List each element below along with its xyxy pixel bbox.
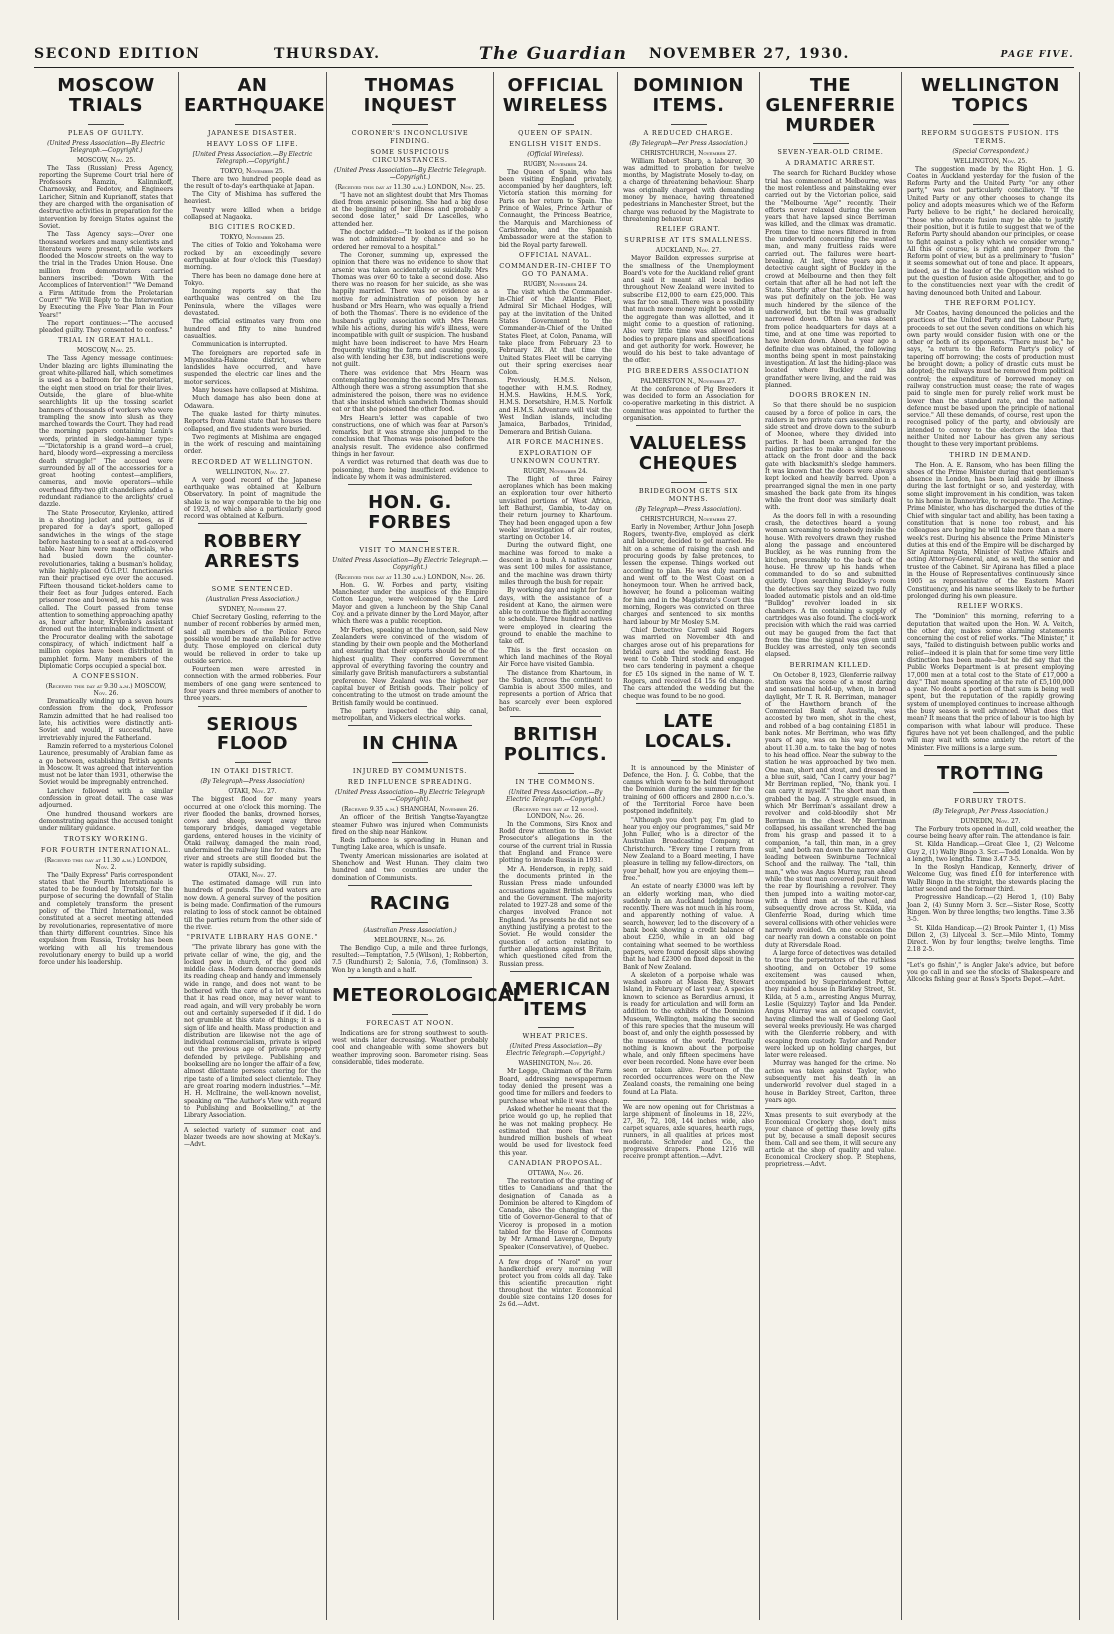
paragraph: During the outward flight, one machine was forced to make a descent in a bush. A native runner was sent 100 miles for assistance, and the machine was drawn thirty miles through the bush for repair. bbox=[499, 542, 612, 586]
paragraph: Fourteen men were arrested in connection with the armed robberies. Four members of one gang were sentenced to four years and three members of another to three years. bbox=[184, 666, 321, 703]
rule bbox=[392, 124, 428, 125]
credit-line: (United Press Association—By Electric Telegraph.—Copyright.) bbox=[506, 1043, 605, 1058]
headline: HON. G. FORBES bbox=[368, 492, 452, 533]
paragraph: Chief Detective Carroll said Rogers was married on November 4th and charges arose out of his preparations for bridal ours and the wedding feast. He went to Cobb Third stock and engaged two cars tendering in payment a cheque for £5 10s signed in the name of W. T. Rogers, and received £4 15s 6d change. The cars attended the wedding but the cheque was found to be no good. bbox=[623, 626, 754, 700]
paragraph: The estimated damage will run into hundreds of pounds. The flood waters are now down. A general survey of the position is being made. Confirmation of the rumours relating to loss of stock cannot be obtained till the parties return from the other side of the river. bbox=[184, 880, 321, 931]
page-number: PAGE FIVE. bbox=[1000, 50, 1074, 60]
advertisement: We are now opening out for Christmas a large shipment of linoleums in 18, 22½, 27, 36, 72, 108, 144 inches wide, also carpet squares, axle squares, hearth rugs, runners, in all qualities at prices most moderate. Schroder and Co., the progressive drapers. Phone 1216 will receive prompt attention.—Advt. bbox=[623, 1100, 754, 1160]
paragraph: Incoming reports say that the earthquake was centred on the Izu Peninsula, where the villages were devastated. bbox=[184, 288, 321, 318]
dateline: AUCKLAND, Nov. 27. bbox=[655, 247, 722, 255]
edition-label: SECOND EDITION bbox=[34, 46, 201, 62]
headline: BRITISH POLITICS. bbox=[503, 724, 608, 766]
paragraph: The report continues:—"The accused pleaded guilty. They consented to confess." bbox=[39, 319, 173, 335]
column-1 bbox=[34, 72, 179, 1620]
paragraph: Asked whether he meant that the price would go up, he replied that he was not making prophecy. He estimated that more than two hundred million bushels of wheat would be used for livestock feed this year. bbox=[499, 1105, 612, 1157]
paragraph: Communication is interrupted. bbox=[192, 341, 288, 349]
advertisement: Xmas presents to suit everybody at the Economical Crockery shop, don't miss your chance of getting these lovely gifts put by, because a small deposit secures them. Call and see them, it will secure any article at the shop of quality and value. Economical Crockery shop. P. Stephens, proprietress.—Advt. bbox=[765, 1108, 896, 1168]
credit-line: (By Telegraph, Per Press Association.) bbox=[932, 807, 1049, 815]
column-4 bbox=[494, 72, 618, 1620]
paragraph: Much damage has also been done at Odawara. bbox=[184, 395, 321, 410]
subheading: TRIAL IN GREAT HALL. bbox=[58, 336, 154, 345]
subheading: OFFICIAL NAVAL. bbox=[519, 250, 592, 259]
subheading: ENGLISH VISIT ENDS. bbox=[509, 139, 602, 148]
paragraph: Many houses have collapsed at Mishima. bbox=[192, 387, 319, 395]
dateline: (Received this day at 11.30 a.m.) LONDON, Nov. 2. bbox=[44, 856, 168, 871]
subheading: SEVEN-YEAR-OLD CRIME. bbox=[777, 148, 884, 157]
headline: RACING bbox=[369, 892, 451, 914]
subheading: A CONFESSION. bbox=[72, 672, 140, 681]
dateline: WELLINGTON, Nov. 27. bbox=[215, 468, 290, 476]
rule bbox=[538, 124, 574, 125]
headline: VALUELESS CHEQUES bbox=[629, 433, 748, 474]
subheading: REFORM SUGGESTS FUSION. ITS TERMS. bbox=[921, 128, 1060, 145]
paragraph: Previously, H.M.S. Nelson, together with H.M.S. Rodney, H.M.S. Hawkins, H.M.S. York, H.M.S. Dorsetshire, H.M.S. Norfolk and H.M.S. Adventure will visit the West Indian islands, including Jamaica, Barbados, Trinidad, Demerara and British Guiana. bbox=[499, 377, 612, 436]
dateline: (Received 9.35 a.m.) SHANGHAI, November 26. bbox=[341, 806, 479, 814]
newspaper-title: The Guardian bbox=[479, 44, 628, 64]
paragraph: Ramzin referred to a mysterious Colonel Laurence, presumably of Arabian fame as a go between, establishing British agents in Moscow. It was agreed that intervention must not be later than 1931, otherwise the Soviet would be impregnably entrenched. bbox=[39, 742, 173, 787]
dateline: OTAKI, Nov. 27. bbox=[228, 788, 277, 796]
paragraph: Mr Coates, having denounced the policies and the practices of the United Party and the Labour Party, proceeds to set out the seven conditions on which his own party would consider fusion with one or the other or both of its opponents. "There must be," he says, "a return to the Reform Party's policy of tapering off borrowing; the costs of production must be brought down; a policy of drastic cuts must be adopted; the railways must be removed from political control; the expenditure of borrowed money on railway construction must cease; the rate of wages paid to single men for purely relief work must be lower than the standard rate, and the national defence must be based upon the principle of national service." All these demands, of course, rest upon the recognised policy of the party, and obviously are intended to convey to the electors the idea that neither United nor Labour has given any serious thought to these very important problems. bbox=[907, 309, 1074, 449]
subheading: HEAVY LOSS OF LIFE. bbox=[206, 139, 299, 148]
paragraph: By working day and night for four days, with the assistance of a resident at Kano, the airmen were able to continue the flight according to schedule. Three hundred natives were employed in clearing the ground to enable the machine to take off. bbox=[499, 587, 612, 646]
headline: THE GLENFERRIE MURDER bbox=[765, 75, 896, 136]
headline: THOMAS INQUEST bbox=[363, 75, 457, 116]
subheading: FORBURY TROTS. bbox=[954, 796, 1027, 805]
masthead bbox=[34, 44, 1074, 68]
subheading: BERRIMAN KILLED. bbox=[789, 660, 872, 669]
rule bbox=[671, 482, 707, 483]
dateline: (Received this day at 12 noon). LONDON, Nov. 26. bbox=[512, 805, 599, 820]
paragraph: The Tass Agency message continues: Under blazing arc lights illuminating the great white-pillared hall, which sometimes is used as a ballroom for the proletariat, the eight men stood on trial for their lives. Outside, the glare of blue-white searchlights lit up the tossing scarlet banners of thousands of workers who were trampling the snow into slush as they marched towards the Court. They had read the morning papers containing Lenin's words, printed in sledge-hammer type:—"Dictatorship is a grand word—a cruel, hard, bloody word—expressing a merciless death struggle!" The accused were surrounded by all of the accessories for a great hooting contest—amplifiers, cameras, and movie operators—while overhead fifty-two gilt chandeliers added a redundant radiance to the arclights' cruel dazzle. bbox=[39, 355, 173, 509]
dateline: MELBOURNE, Nov. 26. bbox=[374, 936, 446, 944]
rule bbox=[924, 755, 1058, 756]
column-7 bbox=[902, 72, 1080, 1620]
subheading: DOORS BROKEN IN. bbox=[789, 391, 872, 400]
paragraph: Progressive Handicap.—(2) Herod 1, (10) Baby Joan 2, (4) Sunny Morn 3. Scr.—Sister Rose, Scotty Ringen. Won by three lengths; two lengths. Time 3.36 3-5. bbox=[907, 894, 1074, 924]
paragraph: The State Prosecutor, Krylenko, attired in a shooting jacket and puttees, as if prepared for a day's sport, galloped sandwiches in the wings of the stage before hastening to a seat at a red-covered table. Near him were many officials, who had busied down the counter-revolutionaries, taking a busman's holiday, while highly-placed O.G.P.U. functionaries ran their practised eye over the accused. Fifteen thousand ticket-holders came to their feet as four Judges entered. Each prisoner rose and bowed, as his name was called. The Court passed from tense attention to something approaching apathy as, hour after hour, Krylenko's assistant droned out the interminable indictment of the Procurator dealing with the sabotage conspiracy, of which indictment half a million copies have been distributed in pamphlet form. Many members of the Diplomatic Corps occupied a special box. bbox=[39, 509, 174, 670]
paragraph: An estate of nearly £3000 was left by an elderly working man, who died suddenly in an Auckland lodging house recently. There was not much in his room, and apparently nothing of value. A search, however, led to the discovery of a bank book showing a credit balance of about £250, while in an old bag containing what seemed to be worthless papers, were found deposit slips showing that he had £2300 on fixed deposit in the Bank of New Zealand. bbox=[623, 883, 754, 971]
dateline: CHRISTCHURCH, November 27. bbox=[640, 149, 737, 157]
subheading: WHEAT PRICES. bbox=[522, 1032, 589, 1041]
paragraph: The Coroner, summing up, expressed the opinion that there was no evidence to show that arsenic was taken accidentally or suicidally. Mrs Thomas was over 60 to take a second dose. Also there was no reason for her suicide, as she was happily married. There was no evidence as a motive for administration of poison by her husband or Mrs Hearn, who was equally a friend of both the Thomas'. There is no evidence of the husband's guilty association with Mrs Hearn while his actions, during his wife's illness, were incompatible with guilt or suspicion. The husband might have been indiscreet to have Mrs Hearn frequently visiting the farm and causing gossip, also with lending her £38, but indiscretions were not guilt. bbox=[332, 251, 488, 369]
rule bbox=[636, 425, 741, 426]
paragraph: The visit which the Commander-in-Chief of the Atlantic Fleet, Admiral Sir Michael Hodges, will pay at the invitation of the United States Government to the Commander-in-Chief of the United States Fleet, at Colon, Panama, will take place from February 23 to February 28. At that time the United States Fleet will be carrying out their spring exercises near Colon. bbox=[499, 288, 612, 377]
paragraph: Mr Legge, Chairman of the Farm Board, addressing newspapermen today denied the present was a good time for millers and feeders to purchase wheat while it was cheap. bbox=[499, 1068, 612, 1105]
rule bbox=[392, 762, 428, 763]
subheading: TROTSKY WORKING. bbox=[63, 834, 149, 843]
paragraph: In the Roslyn Handicap, Kennerly, driver of Welcome Guy, was fined £10 for interference with Wally Bingo in the straight, the stewards placing the latter second and the former third. bbox=[907, 864, 1074, 894]
paragraph: The City of Mishima has suffered the heaviest. bbox=[184, 191, 321, 206]
subheading: VISIT TO MANCHESTER. bbox=[359, 545, 461, 554]
rule bbox=[348, 885, 473, 886]
dateline: RUGBY, November 24. bbox=[523, 160, 588, 168]
paragraph: The quake lasted for thirty minutes. Reports from Atami state that houses there collapsed, and five students were buried. bbox=[184, 410, 321, 433]
rule bbox=[348, 484, 473, 485]
rule bbox=[392, 922, 428, 923]
dateline: WELLINGTON, Nov. 25. bbox=[953, 157, 1028, 165]
paragraph: Twenty American missionaries are isolated at Shenchow and West Hunan. They claim two hundred and two counties are under the domination of Communists. bbox=[332, 852, 488, 882]
paragraph: The Tass (Russian) Press Agency, reporting the Supreme Court trial here of Professors Ramzin, Kalinnikoff, Charnovsky, and Fedotov, and Engineers Laricher, Sitnin and Kuprianoff, states that they are charged with the organisation of destructive activities in preparation for the intervention by foreign States against the Soviet. bbox=[39, 164, 173, 230]
dateline: CHRISTCHURCH, November 27. bbox=[640, 515, 737, 523]
paragraph: The party inspected the ship canal, metropolitan, and Vickers electrical works. bbox=[332, 707, 488, 723]
paragraph: The Bendigo Cup, a mile and three furlongs, resulted:—Temptation, 7.5 (Wilson), 1; Robberton, 7.5 (Rundhurst) 2; Salonia, 7.6, (Tomlinson) 3. Won by a length and a half. bbox=[332, 944, 488, 974]
dateline: MOSCOW, Nov. 25. bbox=[76, 156, 136, 164]
rule bbox=[973, 124, 1009, 125]
paragraph: On October 8, 1923, Glenferrie railway station was the scene of a most daring and sensational hold-up, when, in broad daylight, Mr T. R. R. Berriman, manager of the Hawthorn branch of the Commercial Bank of Australia, was accosted by two men, shot in the chest, and robbed of a bag containing £1851 in bank notes. Mr Berriman, who was fifty years of age, was on his way to town about 11.30 a.m. to take the bag of notes to his head office. Near the subway to the station he was approached by two men. One man, short and stout, and dressed in a blue suit, said, "Can I carry your bag?" Mr Berriman replied, "No, thank you. I can carry it myself." The short man then grabbed the bag. A struggle ensued, in which Mr Berriman's assailant drew a revolver and cold-bloodily shot Mr Berriman in the chest. Mr Berriman collapsed, his assailant wrenched the bag from his grasp and passed it to a companion, "a tall, thin man, in a grey suit," and both ran down the narrow alley leading between Swinburne Technical School and the railway. The "tall, thin man," who was Angus Murray, ran ahead while the stout man covered pursuit from the rear by flourishing a revolver. They then jumped into a waiting motor-car, with a third man at the wheel, and subsequently drove across St. Kilda, via Glenferrie Road, during which time several collisions with other vehicles were narrowly avoided. On one occasion the car nearly ran down a constable on point duty at Riversdale Road. bbox=[765, 671, 897, 949]
paragraph: Hon. G. W. Forbes and party, visiting Manchester under the auspices of the Empire Cotton League, were welcomed by the Lord Mayor and given a luncheon by the Ship Canal Coy. and a private dinner by the Lord Mayor, after which there was a public reception. bbox=[332, 581, 488, 626]
paragraph: The Forbury trots opened in dull, cold weather, the course being heavy after rain. The attendance is fair. bbox=[907, 825, 1074, 840]
subheading: BIG CITIES ROCKED. bbox=[209, 223, 296, 232]
headline: TROTTING bbox=[937, 762, 1044, 784]
paragraph: A large force of detectives was detailed to trace the perpetrators of the ruthless shooting, and on October 19 some excitement was caused when, accompanied by Superintendent Potter, they raided a house in Barkley Street, St. Kilda, at 5 a.m., arresting Angus Murray, Leslie (Squizzy) Taylor and Ida Pender. Angus Murray was an escaped convict, having climbed the wall of Geelong Gaol several weeks previously. He was charged with the Glenferrie robbery, and with escaping from custody. Taylor and Pender were locked up on holding charges, but later were released. bbox=[765, 949, 896, 1060]
rule bbox=[392, 541, 428, 542]
paragraph: The flight of three Fairey aeroplanes which has been making an exploration tour over hitherto unvisited portions of West Africa, left Bathurst, Gambia, to-day on their return journey to Khartoum. They had been engaged upon a few weeks' investigation of air routes, starting on October 14. bbox=[499, 475, 612, 542]
subheading: JAPANESE DISASTER. bbox=[207, 128, 298, 137]
rule bbox=[198, 523, 308, 524]
advertisement: A few drops of "Narol" on your handkerchief every morning will protect you from colds all day. Take this scientific precaution right throughout the winter. Economical double size contains 120 doses for 2s 6d.—Advt. bbox=[499, 1255, 612, 1308]
dateline: TOKYO, November 25. bbox=[220, 167, 285, 175]
paragraph: The Hon. A. E. Ransom, who has been filling the shoes of the Prime Minister during that gentleman's absence in London, has been laid aside by illness during the last fortnight or so, and yesterday, with some slight improvement in his condition, was taken to his home in Dannevirke, to recuperate. The Acting-Prime Minister, who has discharged the duties of the Chief with singular tact and ability, has been taxing a constitution that is none too robust, and his colleagues are hoping he will take more than a mere week's rest. During his absence the Prime Minister's duties at this end of the Empire will be discharged by Sir Apirana Ngata, Minister of Native Affairs and acting Attorney-General, and, as well, the senior and trustee of the Cabinet. Sir Apirana has filled a place in the House of Representatives continuously since 1905 as representative of the Eastern Maori Constituency, and his name seems likely to be further prolonged during his own pleasure. bbox=[907, 461, 1074, 600]
advertisement: A selected variety of summer coat and blazer tweeds are now showing at McKay's.—Advt. bbox=[184, 1123, 321, 1148]
subheading: EXPLORATION OF UNKNOWN COUNTRY. bbox=[510, 448, 601, 465]
headline: WELLINGTON TOPICS bbox=[921, 75, 1060, 116]
rule bbox=[392, 1014, 428, 1015]
paragraph: At the conference of Pig Breeders it was decided to form an Association for co-operative marketing in this district. A committee was appointed to further the organisation. bbox=[623, 385, 754, 422]
paragraph: So that there should be no suspicion caused by a force of police in cars, the raiders in two private cars assembled in a side street and drove down to the suburb of Moonee, where they divided into parties. It had been arranged for the raiding parties to make a simultaneous attack on the front door and the back gate with blacksmith's sledge hammers. It was known that the doors were always kept locked and heavily barred. Upon a prearranged signal the men in one party smashed the back gate from its hinges while the front door was similarly dealt with. bbox=[765, 402, 896, 512]
dateline: DUNEDIN, Nov. 27. bbox=[960, 817, 1021, 825]
paragraph: "Although you don't pay, I'm glad to hear you enjoy our programmes," said Mr John Fuller, who is a director of the Australian Broadcasting Company, at Christchurch. "Every time I return from New Zealand to a Board meeting, I have pleasure in telling my fellow-directors, on your behalf, how you are enjoying them—free." bbox=[623, 816, 754, 882]
dateline: OTAKI, Nov. 27. bbox=[228, 872, 277, 880]
headline: MOSCOW TRIALS bbox=[57, 75, 155, 116]
credit-line: (United Press Association—By Electric Telegraph—Copyright). bbox=[334, 789, 486, 804]
subheading: IN OTAKI DISTRICT. bbox=[211, 767, 294, 776]
rule bbox=[636, 703, 741, 704]
paragraph: There was evidence that Mrs Hearn was contemplating becoming the second Mrs Thomas. Although there was a strong assumption that she administered the poison, there was no evidence that she insisted which sandwich Thomas should eat or that she poisoned the other food. bbox=[332, 369, 488, 414]
date-label: NOVEMBER 27, 1930. bbox=[649, 46, 850, 62]
credit-line: (United Press Association—By Electric Telegraph.—Copyright.) bbox=[333, 166, 486, 181]
subheading: A DRAMATIC ARREST. bbox=[785, 159, 876, 168]
dateline: (Received this day at 11.30 a.m.) LONDON, Nov. 26. bbox=[335, 573, 485, 581]
subheading: RED INFLUENCE SPREADING. bbox=[347, 778, 473, 787]
paragraph: St. Kilda Handicap.—(2) Brook Painter 1, (1) Miss Dillon 2, (3) Lilyceal 3. Scr.—Milo Minto, Tommy Direct. Won by four lengths; twelve lengths. Time 2.18 2-5. bbox=[907, 924, 1074, 954]
subheading: PIG BREEDERS ASSOCIATION bbox=[627, 366, 750, 375]
rule bbox=[671, 760, 707, 761]
paragraph: A skeleton of a porpoise whale was washed ashore at Mason Bay, Stewart Island, in February of last year. A species known to science as Berardius arnuxi, it is ready for articulation and will form an addition to the exhibits of the Dominion Museum, Wellington, making the second of this rare species that the museum will boast of, and only the eighth possessed by the museums of the world. Practically nothing is known about the porpoise whale, and only fifteen specimens have ever been recorded. None have ever been seen or taken alive. Fourteen of the recorded occurrences were on the New Zealand coasts, the remaining one being found at La Plata. bbox=[623, 971, 754, 1096]
credit-line: (United Press Association.—By Electric Telegraph.—Copyright.) bbox=[506, 788, 605, 803]
credit-line: (By Telegraph—Press Association) bbox=[200, 778, 305, 786]
day-label: THURSDAY. bbox=[274, 46, 381, 62]
rule bbox=[348, 725, 473, 726]
rule bbox=[973, 792, 1009, 793]
rule bbox=[235, 124, 271, 125]
credit-line: (Special Correspondent.) bbox=[952, 147, 1029, 155]
paragraph: "The private library has gone with the private cellar of wine, the gig, and the locked pew in church, of the good old middle class. Modern democracy demands its reading cheap and handy and immensely wide in range, and does not want to be bothered with the care of a lot of volumes that it has read once, may never want to read again, and will very probably be worn out and certainly superseded if it did. I do not grumble at this state of things; it is a sign of life and health. Mass production and distribution are likewise not the age of individual commercialism, private is wiped out the previous age of private property defended by privilege. Publishing and bookselling are no longer the affair of a few, almost dilettante persons catering for the ripe taste of a limited select clientele. They are great roaring modern industries."—Mr. H. H. McIlraine, the well-known novelist, speaking on "The Author's View with regard to Publishing and Bookselling," at the Library Association. bbox=[184, 944, 321, 1120]
credit-line: United Press Association—By Electric Telegraph.—Copyright.) bbox=[332, 556, 488, 571]
paragraph: St. Kilda Handicap.—Great Glee 1, (2) Welcome Guy 2, (1) Wally Bingo 3. Scr.—Todd Lonalda. Won by a length, two lengths. Time 3.47 3-5. bbox=[907, 841, 1074, 863]
subheading: AIR FORCE MACHINES. bbox=[506, 437, 605, 446]
subheading: RELIEF GRANT. bbox=[656, 225, 721, 234]
paragraph: Mayor Baildon expresses surprise at the smallness of the Unemployment Board's vote for the Auckland relief grant and said it meant all local bodies throughout New Zealand were invited to subscribe £12,000 to earn £25,000. This was far too small. There was a possibility that much more money might be voted in the aggregate than was allotted, and it might come to a question of rationing. Also very little time was allowed local bodies to prepare plans and specifications and get authority for work. However, he would do his best to take advantage of the offer. bbox=[623, 255, 754, 365]
subheading: THIRD IN DEMAND. bbox=[949, 450, 1032, 459]
subheading: CORONER'S INCONCLUSIVE FINDING. bbox=[351, 128, 469, 145]
subheading: COMMANDER-IN-CHIEF TO GO TO PANAMA. bbox=[499, 261, 612, 278]
rule bbox=[235, 580, 271, 581]
rule bbox=[510, 716, 600, 717]
paragraph: The "Daily Express" Paris correspondent states that the Fourth Internationale is stated to be founded by Trotsky, for the purpose of securing the downfall of Stalin and completely transform the present policy of the Third International, was constituted at a secret meeting attended by revolutionaries, representative of more than thirty different countries. Since his expulsion from Russia, Trotsky has been working with all his tremendous revolutionary energy to build up a world force under his leadership. bbox=[39, 871, 173, 967]
headline: DOMINION ITEMS. bbox=[633, 75, 744, 116]
dateline: (Received this day at 11.30 a.m.) LONDON, Nov. 25. bbox=[335, 183, 485, 191]
paragraph: The Queen of Spain, who has been visiting England privately, accompanied by her daughters, left Victoria station this morning for Paris on her return to Spain. The Prince of Wales, Prince Arthur of Connaught, the Princess Beatrice, the Marquis and Marchioness of Carisbrooke, and the Spanish Ambassador were at the station to bid the Royal party farewell. bbox=[499, 168, 612, 249]
paragraph: As the doors fell in with a resounding crash, the detectives heard a young woman screaming to somebody inside the house. With revolvers drawn they rushed along the passage and encountered Buckley, as he was running from the kitchen, presumably to the back of the house. He threw up his hands when commanded to do so and submitted quietly. Upon searching Buckley's room the detectives say they seized two fully loaded automatic pistols and an old-time "Bulldog" revolver loaded in six chambers. A tin containing a supply of cartridges was also found. The clock-work precision with which the raid was carried out may be gauged from the fact that from the time the signal was given until Buckley was arrested, only ten seconds elapsed. bbox=[765, 512, 896, 659]
paragraph: A very good record of the Japanese earthquake was obtained at Kelburn Observatory. In point of magnitude the shake is no way comparable to the big one of 1923, of which also a particularly good record was obtained at Kelburn. bbox=[184, 476, 321, 521]
headline: OFFICIAL WIRELESS bbox=[502, 75, 609, 116]
paragraph: Twenty were killed when a bridge collapsed at Nagaoka. bbox=[184, 206, 321, 222]
paragraph: Mr A. Henderson, in reply, said the documents printed in the Russian Press made unfounded accusations against British subjects and the Government. The majority related to 1927-28 and some of the charges involved France not England. 'As presents he did not see anything justifying a protest to the Soviet. He would consider the question of action relating to further allegations against Britain, which questioned cited from the Russian press. bbox=[499, 865, 612, 968]
subheading: QUEEN OF SPAIN. bbox=[518, 128, 593, 137]
advertisement: "Let's go fishin'," is Angler Jake's advice, but before you go call in and see the stocks of Shakespeare and Allcocks fishing gear at Ross's Sports Depot.—Advt. bbox=[907, 958, 1074, 983]
paragraph: The suggestion made by the Right Hon. J. G. Coates in Auckland yesterday for the fusion of the Reform Party and the United Party "or any other party," was not particularly conciliatory. "If the United Party or any other chooses to change its policy and adopts measures which we of the Reform Party believe to be right," he declared heroically, "those who advocate fusion may be able to justify their position, but it is futile to suggest that we of the Reform Party should abandon our principles, or cease to fight against a policy which we consider wrong." All this of course, is right and proper from the Reform point of view, but as a preliminary to "fusion" it seems somewhat out of tone and place. It appears, indeed, as if the leader of the Opposition wished to put the question of fusion aside altogether, and to go to the constituencies next year with the credit of having denounced both United and Labour. bbox=[907, 165, 1074, 297]
dateline: PALMERSTON N., November 27. bbox=[640, 377, 737, 385]
column-5 bbox=[618, 72, 760, 1620]
credit-line: (By Telegraph—Press Association). bbox=[635, 505, 742, 513]
credit-line: (Australian Press Association.) bbox=[205, 596, 300, 604]
dateline: OTTAWA, Nov. 26. bbox=[527, 1169, 584, 1177]
paragraph: Murray was hanged for the crime. No action was taken against Taylor, who subsequently met his death in an underworld revolver duel staged in a house in Barkley Street, Carlton, three years ago. bbox=[765, 1060, 896, 1104]
subheading: A REDUCED CHARGE. bbox=[643, 128, 734, 137]
dateline: RUGBY, November 24. bbox=[523, 467, 588, 475]
subheading: FOR FOURTH INTERNATIONAL. bbox=[40, 845, 172, 854]
credit-line: (Official Wireless). bbox=[527, 150, 584, 158]
subheading: PLEAS OF GUILTY. bbox=[67, 128, 145, 137]
dateline: SYDNEY, November 27. bbox=[218, 606, 287, 614]
headline: IN CHINA bbox=[362, 733, 458, 755]
subheading: "PRIVATE LIBRARY HAS GONE." bbox=[186, 933, 319, 942]
paragraph: An officer of the British Yangtse-Yayangtze steamer Fuhwo was injured when Communists fired on the ship near Hankow. bbox=[332, 814, 488, 836]
headline: ROBBERY ARRESTS bbox=[203, 531, 302, 573]
headline: METEOROLOGICAL bbox=[332, 984, 525, 1006]
subheading: INJURED BY COMMUNISTS. bbox=[352, 767, 468, 776]
column-6 bbox=[760, 72, 902, 1620]
paragraph: This is the first occasion on which land machines of the Royal Air Force have visited Gambia. bbox=[499, 646, 612, 669]
paragraph: The doctor added:—"It looked as if the poison was not administered by chance and so he ordered her removal to a hospital." bbox=[332, 229, 488, 251]
subheading: RECORDED AT WELLINGTON. bbox=[191, 457, 314, 466]
headline: LATE LOCALS. bbox=[644, 710, 733, 752]
paragraph: The cities of Tokio and Yokohama were rocked by an exceedingly severe earthquake at four o'clock this (Tuesday) morning. bbox=[184, 242, 321, 272]
subheading: THE REFORM POLICY. bbox=[944, 298, 1037, 307]
paragraph: The foreigners are reported safe in Miyanoshita-Hakone district, where landslides have occurred, and have suspended the electric car lines and the motor services. bbox=[184, 349, 321, 386]
paragraph: The Tass Agency says:—Over one thousand workers and many scientists and literateurs were present, while workers flooded the Moscow streets on the way to the trial in the Trades Union House. One million from demonstrators carried banners inscribed: "Down With the Accomplices of Intervention!" "We Demand a Firm Attitude from the Proletarian Court!" "We Will Reply to the Intervention by Executing the Five Year Plan in Four Years!" bbox=[39, 231, 173, 319]
subheading: SURPRISE AT ITS SMALLNESS. bbox=[624, 236, 753, 245]
rule bbox=[510, 971, 600, 972]
credit-line: (United Press Association—By Electric Telegraph.—Copyright.) bbox=[47, 139, 165, 154]
dateline: RUGBY, November 24. bbox=[523, 280, 588, 288]
subheading: SOME SUSPICIOUS CIRCUMSTANCES. bbox=[370, 147, 450, 164]
paragraph: One hundred thousand workers are demonstrating against the accused tonight under military guidance. bbox=[39, 810, 173, 833]
paragraph: Early in November, Arthur John Joseph Rogers, twenty-five, employed as clerk and labourer, decided to get married. He hit on a scheme of raising the cash and procuring goods by false pretences, to lessen the expense. Things worked out according to plan. He was duly married and went off to the West Coast on a honeymoon tour. When he arrived back, however, he found a policeman waiting for him and in the Magistrate's Court this morning, Rogers was convicted on three charges and sentenced to six months hard labour by Mr Mosley S.M. bbox=[623, 523, 754, 626]
paragraph: Indications are for strong southwest to south-west winds later decreasing. Weather probably cool and changeable with some showers but weather improving soon. Barometer rising. Seas considerable, tides moderate. bbox=[332, 1029, 488, 1066]
paragraph: "I have not an slightest doubt that Mrs Thomas died from arsenic poisoning. She had a big dose at the beginning of her illness and probably a second dose later," said Dr Lascelles, who attended her. bbox=[332, 191, 488, 228]
paragraph: There are two hundred people dead as the result of to-day's earthquake at Japan. bbox=[184, 175, 321, 190]
paragraph: Mr Forbes, speaking at the luncheon, said New Zealanders were convinced of the wisdom of standing by their own people and the Motherland and ensuring that their exports should be of the highest quality. They conferred Government approval of everything favoring the country and similarly gave British manufacturers a substantial preference. New Zealand was the highest per capital buyer of British goods. Their policy of concentrating to the utmost on trade amount the British family would be continued. bbox=[332, 626, 488, 707]
paragraph: Larichev followed with a similar confession in great detail. The case was adjourned. bbox=[39, 787, 173, 810]
paragraph: Dramatically winding up a seven hours confession from the dock, Professor Ramzin admitted that he had realised too late, his activities were distinctly anti-Soviet and would, if successful, have irretrievably injured the Fatherland. bbox=[39, 698, 173, 742]
paragraph: Reds influence is spreading in Hunan and Tungting Lake area, which is unsafe. bbox=[332, 837, 488, 852]
paragraph: The biggest flood for many years occurred at one o'clock this morning. The river flooded the banks, drowned horses, cows and sheep, swept away three temporary bridges, damaged vegetable gardens, entered houses in the vicinity of Otaki railway, damaged the main road, undermined the railway line for chains. The river and streets are still flooded but the water is rapidly subsiding. bbox=[184, 796, 321, 869]
dateline: MOSCOW, Nov. 25. bbox=[76, 347, 136, 355]
rule bbox=[813, 143, 849, 144]
dateline: WASHINGTON, Nov. 26. bbox=[518, 1060, 593, 1068]
column-3 bbox=[327, 72, 525, 1620]
paragraph: Mrs Hearn's letter was capable of two constructions, one of which was fear at Parson's remarks, but it was strange she jumped to the conclusion that Thomas was poisoned before the analysis result. The evidence also confirmed things in her favour. bbox=[332, 414, 488, 458]
dateline: TOKYO, November 25. bbox=[220, 234, 285, 242]
paragraph: Two regiments at Mishima are engaged in the work of rescuing and maintaining order. bbox=[184, 433, 321, 456]
rule bbox=[348, 977, 473, 978]
column-2 bbox=[179, 72, 327, 1620]
subheading: FORECAST AT NOON. bbox=[365, 1018, 455, 1027]
subheading: SOME SENTENCED. bbox=[211, 585, 294, 594]
paragraph: In the Commons, Sirs Knox and Rodd drew attention to the Soviet Prosecutor's allegations in the course of the current trial in Russia that England and France were plotting to invade Russia in 1931. bbox=[499, 820, 612, 865]
subheading: RELIEF WORKS. bbox=[957, 602, 1024, 611]
rule bbox=[198, 706, 308, 707]
subheading: IN THE COMMONS. bbox=[515, 777, 596, 786]
headline: AN EARTHQUAKE bbox=[184, 75, 326, 116]
credit-line: (Australian Press Association.) bbox=[363, 926, 457, 934]
subheading: CANADIAN PROPOSAL. bbox=[508, 1158, 603, 1167]
rule bbox=[538, 1027, 574, 1028]
paragraph: A verdict was returned that death was due to poisoning, there being insufficient evidence to indicate by whom it was administered. bbox=[332, 459, 488, 481]
paragraph: The official estimates vary from one hundred and fifty to nine hundred casualties. bbox=[184, 318, 321, 340]
paragraph: The restoration of the granting of titles to Canadians and that the designation of Canada as a Dominion be altered to Kingdom of Canada, also the changing of the title of Governor-General to that of Viceroy is proposed in a motion tabled for the House of Commons by Mr Armand Lavergne, Deputy Speaker (Conservative), of Quebec. bbox=[499, 1177, 612, 1251]
paragraph: It is announced by the Minister of Defence, the Hon. J. G. Cobbe, that the camps which were to be held throughout the Dominion during the summer for the training of 600 officers and 2800 n.c.o.'s. of the Territorial Force have been postponed indefinitely. bbox=[623, 764, 754, 816]
rule bbox=[88, 124, 124, 125]
rule bbox=[235, 762, 271, 763]
paragraph: The distance from Khartoum, in the Sudan, across the continent to Gambia is about 3500 miles, and represents a portion of Africa that has scarcely ever been explored before. bbox=[499, 669, 612, 713]
credit-line: [United Press Association.—By Electric Telegraph.—Copyright.] bbox=[192, 150, 313, 165]
rule bbox=[538, 773, 574, 774]
credit-line: (By Telegraph—Per Press Association.) bbox=[629, 139, 748, 147]
paragraph: The "Dominion" this morning, referring to a deputation that waited upon the Hon. W. A. Veitch, the other day, makes some alarming statements concerning the cost of relief works. "The Minister," it says, "failed to distinguish between public works and relief—indeed it is plain that for some time very little distinction has been made—but he did say that the Public Works Department is at present employing 17,000 men at a total cost to the State of £17,000 a day." That means spending at the rate of £5,100,000 a year. No doubt a portion of that sum is being well spent, but the reputation of the rapidly growing system of unemployed continues to increase although the busy season is well advanced. What does that mean? It means that the price of labour is too high by comparison with what labour will produce. These figures have not yet been challenged, and the public will may wait with some anxiety the retort of the Minister. Five millions is a large sum. bbox=[907, 613, 1074, 752]
paragraph: William Robert Sharp, a labourer, 30 was admitted to probation for twelve months, by Magistrate Mosely to-day, on a charge of threatening behaviour. Sharp was originally charged with demanding money by menace, having threatened pedestrians in Manchester Street, but the charge was reduced by the Magistrate to threatening behaviour. bbox=[623, 157, 754, 223]
headline: AMERICAN ITEMS bbox=[500, 978, 611, 1020]
rule bbox=[671, 124, 707, 125]
dateline: (Received this day at 9.30 a.m.) MOSCOW, Nov. 26. bbox=[45, 683, 167, 698]
subheading: BRIDEGROOM GETS SIX MONTHS. bbox=[638, 486, 739, 503]
paragraph: There has been no damage done here at Tokyo. bbox=[184, 272, 321, 287]
paragraph: The search for Richard Buckley whose trial has commenced at Melbourne, was the most relentless and painstaking ever carried out by the Victorian police, said the "Melbourne 'Age'" recently. Their efforts never relaxed during the seven years that have lapsed since Berriman was killed, and the climax was dramatic. From time to time news filtered in from the underworld concerning the wanted man, and many fruitless raids were carried out. The failures were heart-breaking. At last, three years ago a detective caught sight of Buckley in the crowd at Melbourne and then they felt certain that after all he had not left the State. Shortly after that Detective Lacey was put definitely on the job. He was much hindered by the silence of the underworld, but the trail was gradually narrowed down. Often he was absent from police headquarters for days at a time, and at one time was reported to have broken down. About a year ago a definite clue was obtained, the following months being spent in most painstaking investigation. At last the hiding-place was located where Buckley and his grandfather were living, and the raid was planned. bbox=[765, 170, 896, 389]
paragraph: Chief Secretary Gosling, referring to the number of recent robberies by armed men, said all members of the Police Force possible would be made available for active duty. Those employed on clerical duty would be relieved in order to take up outside service. bbox=[184, 614, 321, 665]
headline: SERIOUS FLOOD bbox=[206, 713, 299, 755]
